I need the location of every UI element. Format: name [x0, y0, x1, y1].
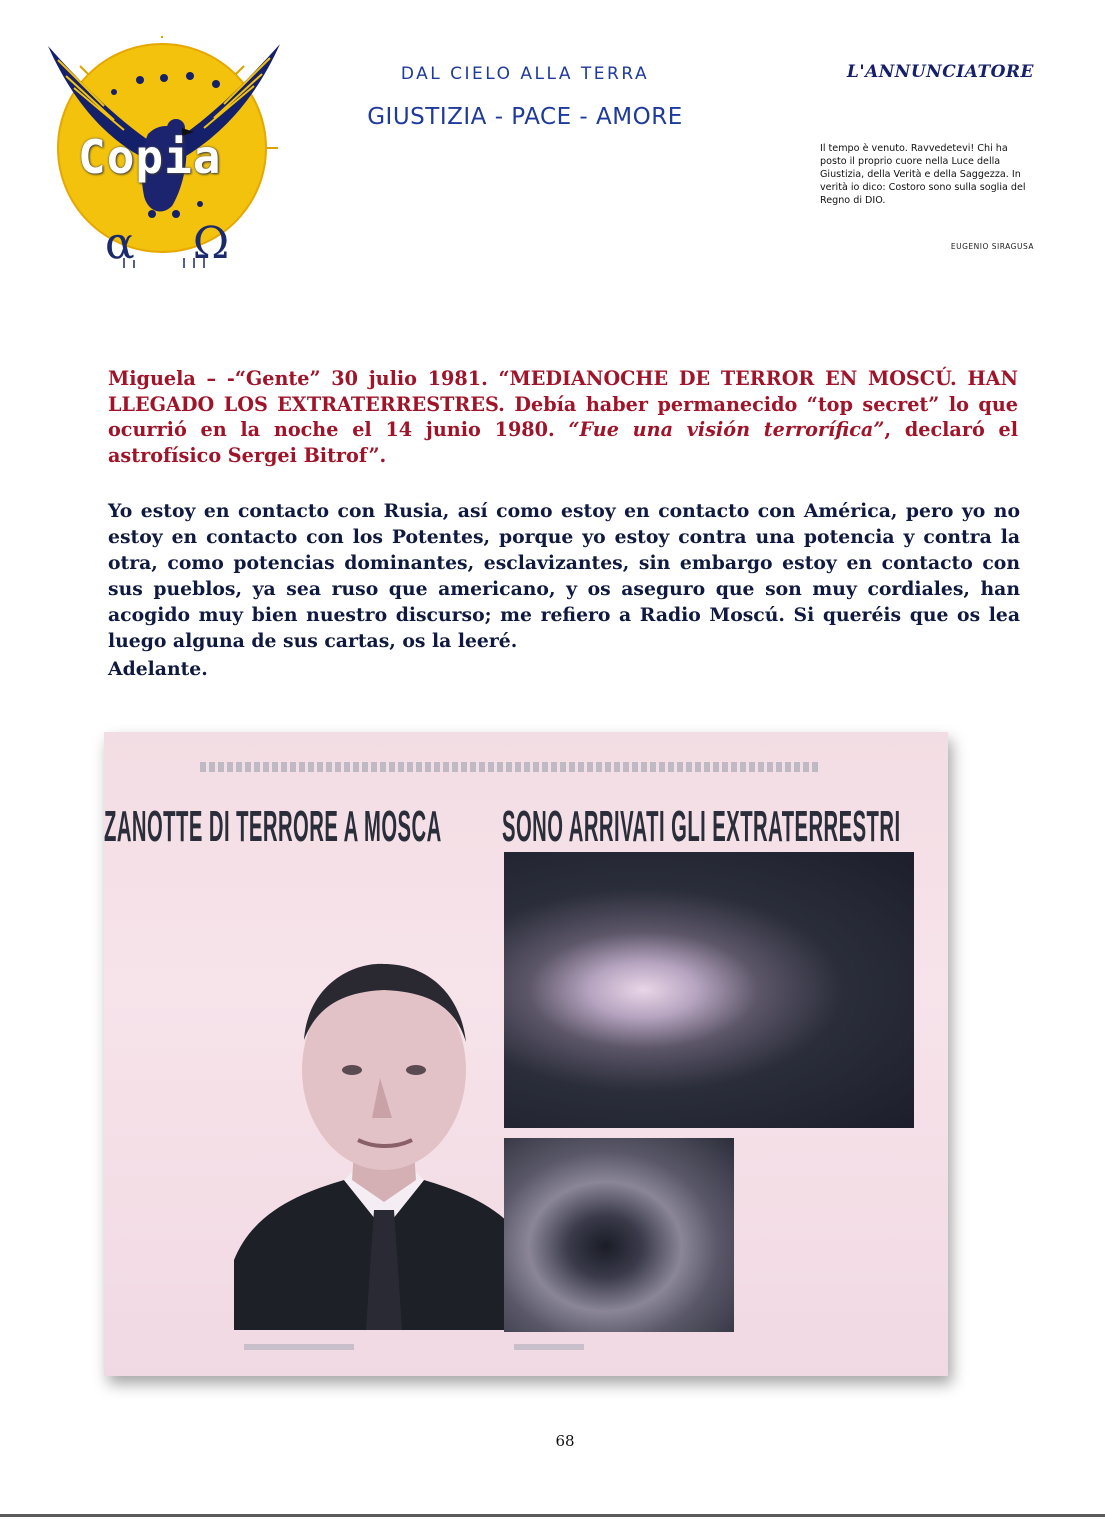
body-paragraph: Yo estoy en contacto con Rusia, así como estoy en contacto con América, pero yo no estoy en contacto con los Potentes, porque yo estoy contra una potencia y contra la otra, como potencias dominantes, esclavizantes, sin embargo estoy en contacto con sus pueblos, ya sea ruso que americano, y os aseguro que son muy cordiales, han acogido muy bien nuestro discurso; me refiero a Radio Moscú. Si queréis que os lea luego alguna de sus cartas, os la leeré. — [108, 500, 1020, 652]
newspaper-clipping-photo — [104, 732, 948, 1376]
bottom-rule — [0, 1514, 1105, 1517]
quote-author: EUGENIO SIRAGUSA — [950, 242, 1034, 251]
page-number: 68 — [555, 1432, 575, 1450]
lead-quote-italic: “Fue una visión terrorífica” — [568, 418, 885, 441]
clipping-headline — [104, 796, 948, 858]
ufo-photo-small — [504, 1138, 734, 1332]
clipping-kicker-line — [200, 762, 820, 772]
header-subtitle: GIUSTIZIA - PACE - AMORE — [367, 104, 683, 130]
logo-watermark: Copia — [78, 130, 222, 184]
lead-tail: , declaró el astrofísico Sergei Bitrof”. — [108, 418, 1019, 467]
portrait-photo — [234, 930, 534, 1330]
caption-strip-left — [244, 1344, 354, 1350]
lead-text: Miguela – -“Gente” 30 julio 1981. “MEDIANOCHE DE TERROR EN MOSCÚ. HAN LLEGADO LOS EXTRATERRESTRES. Debía haber permanecido “top secret” lo que ocurrió en la noche el 14 junio 1980. — [108, 367, 1018, 441]
header-motto: DAL CIELO ALLA TERRA — [400, 64, 650, 84]
clipping-headline-right: SONO ARRIVATI GLI EXTRATERRESTRI — [502, 802, 901, 851]
publication-title: L'ANNUNCIATORE — [846, 62, 1034, 82]
clipping-headline-left: ZANOTTE DI TERRORE A MOSCA — [104, 802, 442, 851]
lead-paragraph — [108, 366, 1018, 468]
ufo-photo-large — [504, 852, 914, 1128]
header-quote: Il tempo è venuto. Ravvedetevi! Chi ha posto il proprio cuore nella Luce della Giustizia, della Verità e della Saggezza. In verità io dico: Costoro sono sulla soglia del Regno di DIO. — [820, 143, 1026, 206]
closing-line: Adelante. — [108, 658, 208, 680]
alpha-omega-symbols: α Ω — [105, 218, 252, 269]
caption-strip-right — [514, 1344, 584, 1350]
